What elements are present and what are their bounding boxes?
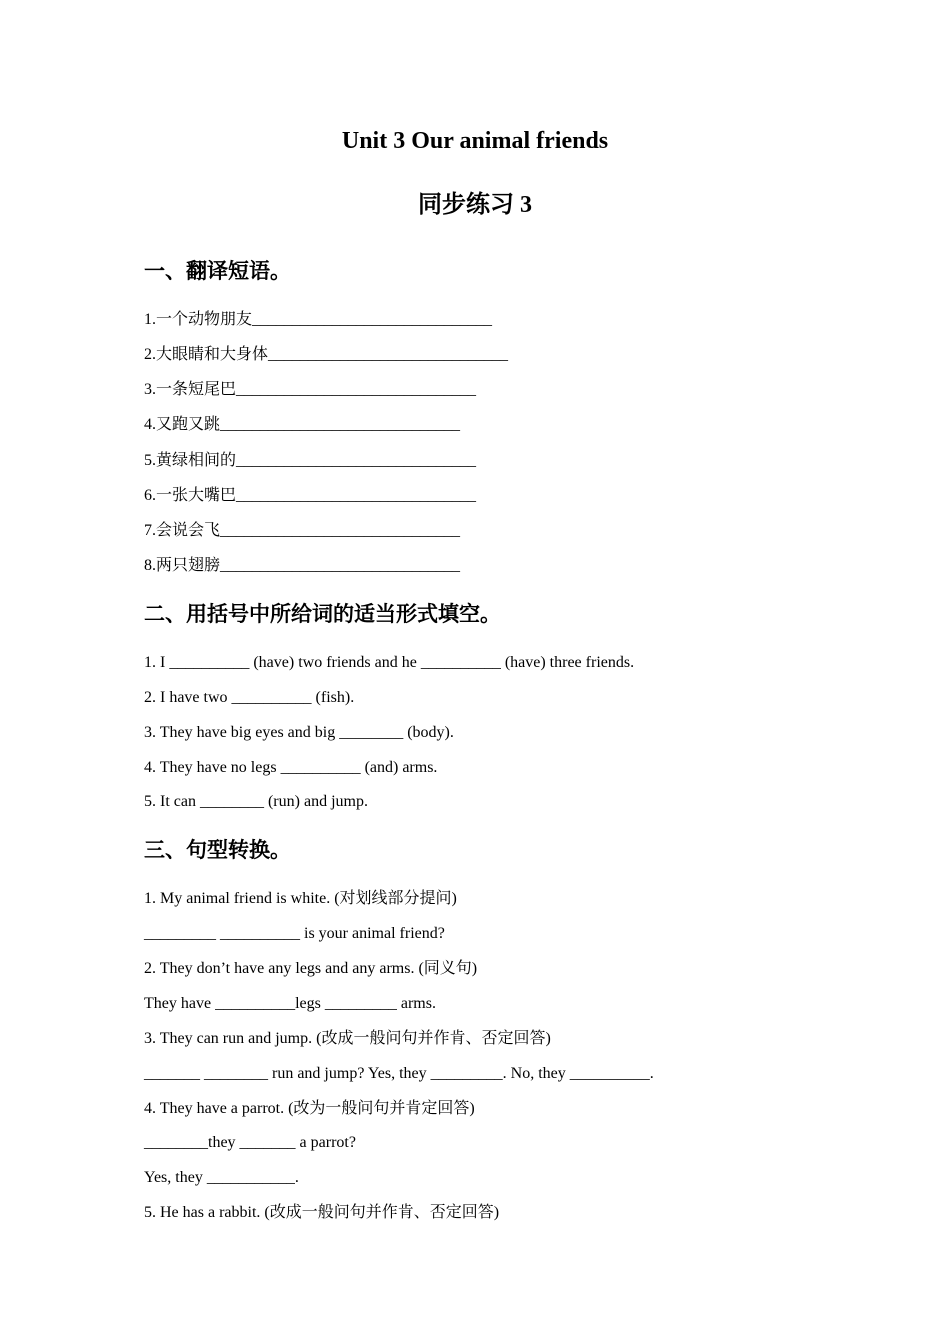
fill-item-2: 2. I have two __________ (fish). — [144, 689, 355, 706]
transform-answer-1: _________ __________ is your animal friend? — [144, 925, 445, 942]
translate-item-1: 1.一个动物朋友______________________________ — [144, 311, 493, 328]
translate-item-8: 8.两只翅膀______________________________ — [144, 557, 461, 574]
fill-item-5: 5. It can ________ (run) and jump. — [144, 793, 368, 810]
translate-item-7: 7.会说会飞______________________________ — [144, 522, 461, 539]
transform-item-3: 3. They can run and jump. (改成一般问句并作肯、否定回答) — [144, 1030, 551, 1047]
transform-item-5: 5. He has a rabbit. (改成一般问句并作肯、否定回答) — [144, 1204, 500, 1221]
fill-item-4: 4. They have no legs __________ (and) arms. — [144, 759, 438, 776]
transform-item-1: 1. My animal friend is white. (对划线部分提问) — [144, 890, 457, 907]
fill-item-3: 3. They have big eyes and big ________ (body). — [144, 724, 454, 741]
transform-item-2: 2. They don’t have any legs and any arms. (同义句) — [144, 960, 478, 977]
translate-item-5: 5.黄绿相间的______________________________ — [144, 452, 477, 469]
section-heading-transform: 三、句型转换。 — [144, 838, 291, 862]
section-heading-fill-blank: 二、用括号中所给词的适当形式填空。 — [144, 602, 501, 626]
translate-item-6: 6.一张大嘴巴______________________________ — [144, 487, 477, 504]
section-heading-translate: 一、翻译短语。 — [144, 259, 291, 283]
fill-item-1: 1. I __________ (have) two friends and he __________ (have) three friends. — [144, 654, 635, 671]
transform-answer-3: _______ ________ run and jump? Yes, they _________. No, they __________. — [144, 1065, 654, 1082]
transform-answer-2: They have __________legs _________ arms. — [144, 995, 436, 1012]
transform-answer-4b: Yes, they ___________. — [144, 1169, 299, 1186]
transform-item-4: 4. They have a parrot. (改为一般问句并肯定回答) — [144, 1100, 475, 1117]
translate-item-2: 2.大眼睛和大身体______________________________ — [144, 346, 509, 363]
page-title: Unit 3 Our animal friends — [341, 128, 609, 154]
transform-answer-4a: ________they _______ a parrot? — [144, 1134, 356, 1151]
translate-item-3: 3.一条短尾巴______________________________ — [144, 381, 477, 398]
translate-item-4: 4.又跑又跳______________________________ — [144, 416, 461, 433]
page-subtitle: 同步练习 3 — [418, 192, 532, 218]
